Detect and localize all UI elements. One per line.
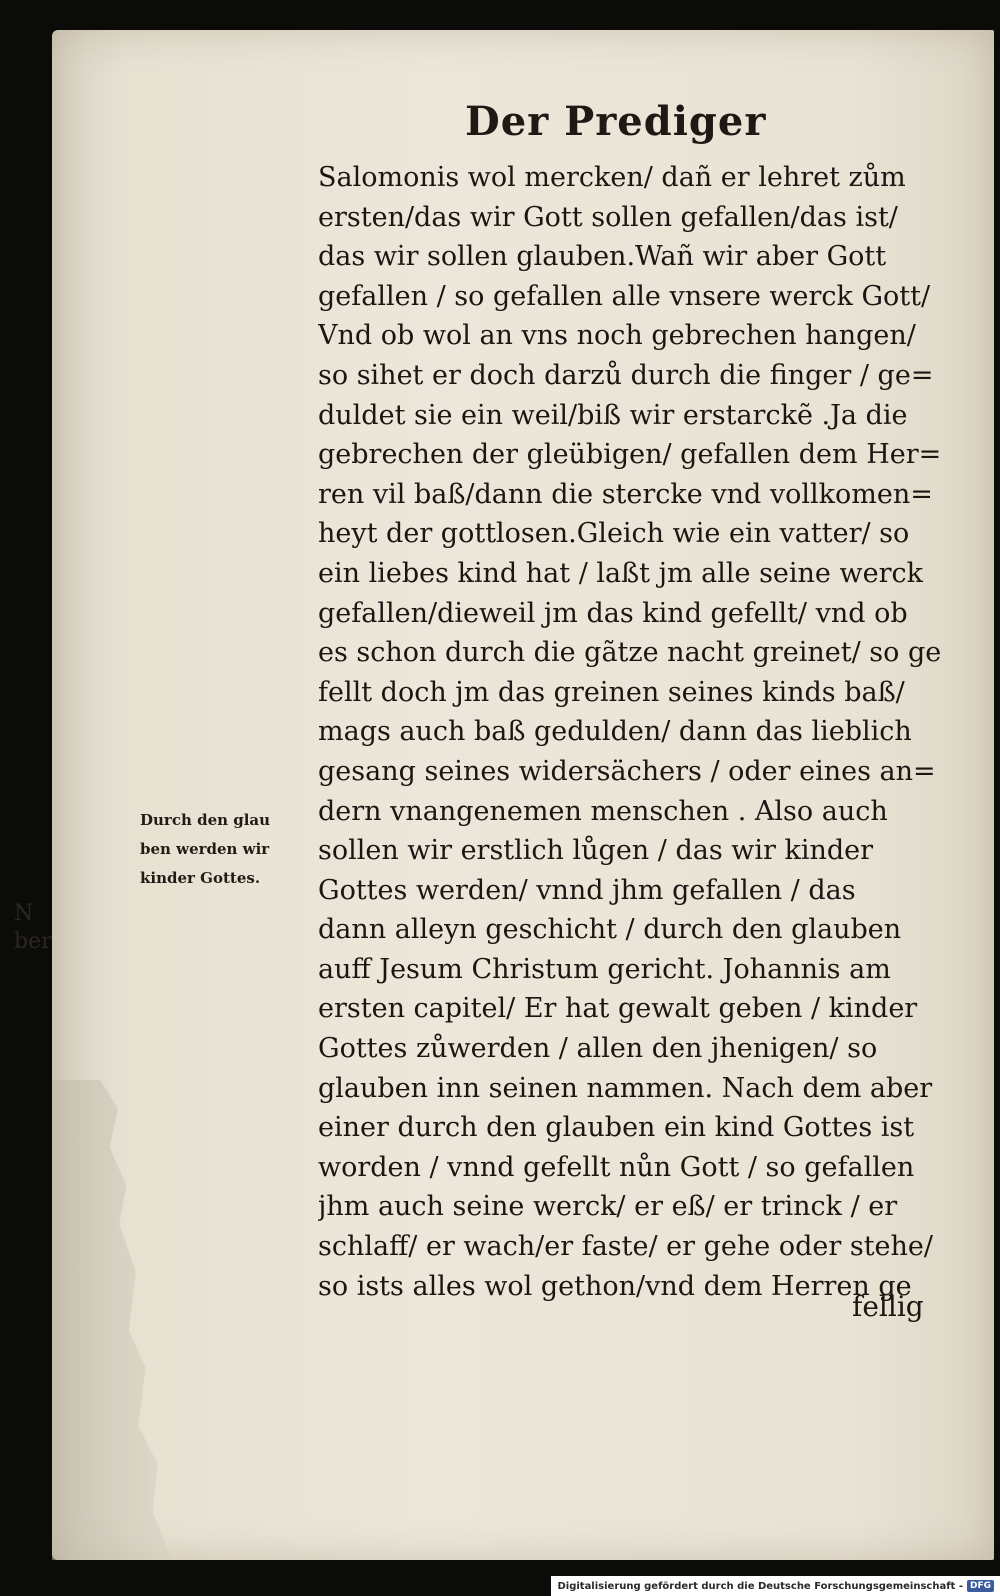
text-line: sollen wir erstlich lůgen / das wir kinder xyxy=(318,835,874,867)
funding-credit: Digitalisierung gefördert durch die Deutsche Forschungsgemeinschaft - xyxy=(557,1580,963,1592)
marginal-note-line: ben werden wir xyxy=(140,840,270,858)
text-line: glauben inn seinen nammen. Nach dem aber xyxy=(318,1072,933,1104)
text-line: duldet sie ein weil/biß wir erstarckẽ .Ja die xyxy=(318,399,908,431)
text-line: Salomonis wol mercken/ dañ er lehret zům xyxy=(318,162,906,193)
bleed-line: N xyxy=(14,901,34,926)
dfg-logo: DFG xyxy=(967,1580,994,1592)
text-line: gesang seines widersächers / oder eines an= xyxy=(318,755,936,787)
text-line: das wir sollen glauben.Wañ wir aber Gott xyxy=(318,241,887,273)
text-line: ein liebes kind hat / laßt jm alle seine werck xyxy=(318,557,923,589)
text-line: Vnd ob wol an vns noch gebrechen hangen/ xyxy=(318,320,916,352)
text-line: dern vnangenemen menschen . Also auch xyxy=(318,795,888,827)
body-text xyxy=(318,158,958,1306)
catchword: fellig xyxy=(852,1290,924,1323)
text-line: jhm auch seine werck/ er eß/ er trinck / er xyxy=(318,1191,898,1223)
text-line: so ists alles wol gethon/vnd dem Herren ge xyxy=(318,1270,912,1302)
text-line: Gottes zůwerden / allen den jhenigen/ so xyxy=(318,1033,878,1065)
marginal-note-line: kinder Gottes. xyxy=(140,869,261,887)
marginal-note-line: Durch den glau xyxy=(140,811,271,829)
text-line: so sihet er doch darzů durch die finger / ge= xyxy=(318,359,934,391)
text-line: dann alleyn geschicht / durch den glauben xyxy=(318,914,902,946)
text-line: fellt doch jm das greinen seines kinds baß/ xyxy=(318,676,905,708)
text-line: einer durch den glauben ein kind Gottes ist xyxy=(318,1112,915,1144)
text-line: ren vil baß/dann die stercke vnd vollkomen= xyxy=(318,478,933,510)
text-line: worden / vnnd gefellt nůn Gott / so gefallen xyxy=(318,1151,915,1183)
text-line: gefallen / so gefallen alle vnsere werck Gott/ xyxy=(318,280,931,312)
footer-credit-bar xyxy=(551,1576,1000,1596)
text-line: gebrechen der gleübigen/ gefallen dem Her= xyxy=(318,439,942,471)
text-line: ersten/das wir Gott sollen gefallen/das ist/ xyxy=(318,201,898,233)
text-line: mags auch baß gedulden/ dann das lieblich xyxy=(318,716,912,748)
text-line: Gottes werden/ vnnd jhm gefallen / das xyxy=(318,874,856,906)
text-line: schlaff/ er wach/er faste/ er gehe oder stehe/ xyxy=(318,1231,934,1263)
running-head: Der Prediger xyxy=(465,98,767,145)
text-line: heyt der gottlosen.Gleich wie ein vatter/ so xyxy=(318,518,910,550)
text-line: es schon durch die gãtze nacht greinet/ so ge xyxy=(318,637,942,669)
text-line: ersten capitel/ Er hat gewalt geben / kinder xyxy=(318,993,918,1025)
text-line: auff Jesum Christum gericht. Johannis am xyxy=(318,953,891,985)
adjacent-page-bleed xyxy=(14,900,52,956)
bleed-line: ber xyxy=(14,929,52,954)
marginal-note xyxy=(140,806,310,893)
text-line: gefallen/dieweil jm das kind gefellt/ vnd ob xyxy=(318,597,908,629)
